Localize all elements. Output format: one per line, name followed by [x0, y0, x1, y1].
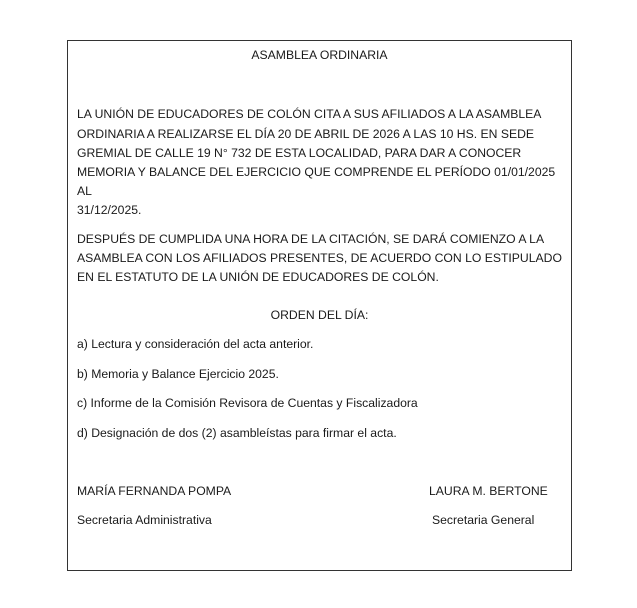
signature-name-left: MARÍA FERNANDA POMPA: [77, 484, 232, 498]
signature-role-left: Secretaria Administrativa: [77, 513, 212, 527]
signature-role-right: Secretaria General: [432, 513, 535, 527]
signature-name-right: LAURA M. BERTONE: [429, 484, 548, 498]
paragraph-1-line-2: ORDINARIA A REALIZARSE EL DÍA 20 DE ABRIL DE 2026 A LAS 10 HS. EN SEDE: [77, 127, 535, 141]
agenda-item: d) Designación de dos (2) asambleístas para firmar el acta.: [77, 426, 397, 440]
paragraph-1-line-6: 31/12/2025.: [77, 203, 142, 217]
paragraph-1-line-4: MEMORIA Y BALANCE DEL EJERCICIO QUE COMPRENDE EL PERÍODO 01/01/2025: [77, 165, 556, 179]
paragraph-2-line-2: ASAMBLEA CON LOS AFILIADOS PRESENTES, DE ACUERDO CON LO ESTIPULADO: [77, 251, 562, 265]
paragraph-2-line-1: DESPUÉS DE CUMPLIDA UNA HORA DE LA CITACIÓN, SE DARÁ COMIENZO A LA: [77, 232, 545, 246]
agenda-title: ORDEN DEL DÍA:: [270, 308, 369, 322]
paragraph-2-line-3: EN EL ESTATUTO DE LA UNIÓN DE EDUCADORES DE COLÓN.: [77, 270, 439, 284]
agenda-item: c) Informe de la Comisión Revisora de Cuentas y Fiscalizadora: [77, 396, 418, 410]
paragraph-1-line-5: AL: [77, 184, 92, 198]
agenda-item: b) Memoria y Balance Ejercicio 2025.: [77, 367, 279, 381]
notice-title: ASAMBLEA ORDINARIA: [251, 48, 388, 62]
paragraph-1-line-1: LA UNIÓN DE EDUCADORES DE COLÓN CITA A SUS AFILIADOS A LA ASAMBLEA: [77, 107, 542, 121]
agenda-item: a) Lectura y consideración del acta anterior.: [77, 337, 314, 351]
paragraph-1-line-3: GREMIAL DE CALLE 19 N° 732 DE ESTA LOCALIDAD, PARA DAR A CONOCER: [77, 146, 522, 160]
